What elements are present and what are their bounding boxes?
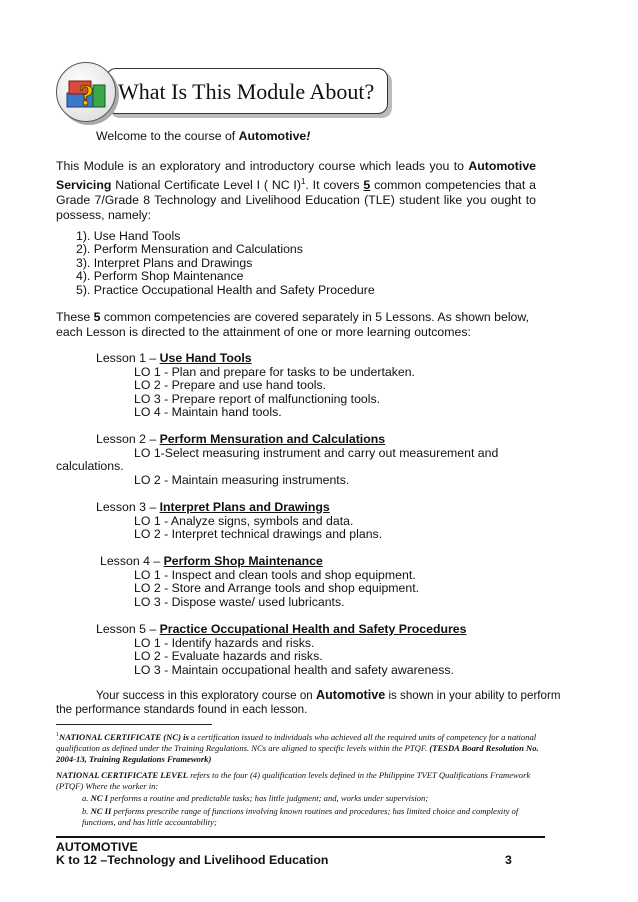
- section-banner: [54, 62, 388, 118]
- learning-outcome-continued: calculations.: [56, 459, 124, 473]
- footnote-source: (TESDA Board Resolution No. 2004-13, Training Regulations Framework): [56, 742, 539, 764]
- learning-outcome: LO 1 - Analyze signs, symbols and data.: [134, 514, 354, 528]
- footnote-divider: [56, 724, 212, 725]
- lesson-prefix: Lesson 4 –: [100, 554, 164, 568]
- lesson-heading: [96, 432, 385, 446]
- svg-text:?: ?: [79, 79, 94, 112]
- competency-item: 5). Practice Occupational Health and Safety Procedure: [76, 283, 375, 297]
- success-line: [96, 688, 561, 703]
- learning-outcome: LO 4 - Maintain hand tools.: [134, 405, 282, 419]
- welcome-excl: !: [306, 129, 311, 143]
- competency-item: 1). Use Hand Tools: [76, 229, 181, 243]
- footer-subject: AUTOMOTIVE: [56, 840, 138, 854]
- intro-text-2: National Certificate Level I ( NC I): [111, 178, 301, 193]
- intro-text-1: This Module is an exploratory and introductory course which leads you to: [56, 159, 469, 173]
- lesson-title: Interpret Plans and Drawings: [159, 500, 330, 514]
- footnote-term: NATIONAL CERTIFICATE LEVEL: [56, 770, 188, 780]
- footnote-item-a: a. NC I performs a routine and predictable tasks; has little judgment; and, works under supervision;: [82, 793, 429, 803]
- competency-item: 3). Interpret Plans and Drawings: [76, 256, 253, 270]
- lesson-heading: [96, 500, 330, 514]
- footnote-term: NC II: [90, 806, 112, 816]
- question-book-icon: [56, 62, 116, 122]
- competency-item: 4). Perform Shop Maintenance: [76, 269, 244, 283]
- footnote-text: performs a routine and predictable tasks; has little judgment; and, works under supervision;: [108, 793, 429, 803]
- success-course: Automotive: [315, 688, 386, 702]
- lesson-prefix: Lesson 5 –: [96, 622, 160, 636]
- learning-outcome: LO 2 - Interpret technical drawings and plans.: [134, 527, 383, 541]
- coverage-text-1: These: [56, 310, 94, 324]
- footnote-text: a certification issued to individuals who achieved all the required units of competency for a national qualification as defined under the Training Regulations. NCs are aligned to specific levels within the PTQF.: [56, 731, 537, 753]
- footnote-text: performs prescribe range of functions involving known routines and procedures; has limited choice and complexity of functions, and has little accountability;: [82, 806, 519, 827]
- welcome-course: Automotive: [238, 129, 307, 143]
- lesson-title: Practice Occupational Health and Safety Procedures: [159, 622, 467, 636]
- intro-course-name: Automotive Servicing: [56, 159, 536, 193]
- learning-outcome: LO 1 - Inspect and clean tools and shop equipment.: [134, 568, 416, 582]
- learning-outcome: LO 2 - Prepare and use hand tools.: [134, 378, 327, 392]
- intro-paragraph: [56, 159, 536, 223]
- lesson-heading: [96, 622, 466, 636]
- coverage-text-2: common competencies are covered separately in 5 Lessons. As shown below, each Lesson is directed to the attainment of one or more learning outcomes:: [56, 310, 530, 339]
- footer-program: K to 12 –Technology and Livelihood Education: [56, 853, 329, 867]
- learning-outcome: LO 2 - Evaluate hazards and risks.: [134, 649, 323, 663]
- coverage-count: 5: [93, 310, 101, 324]
- intro-text-3: . It covers: [305, 178, 364, 193]
- footnote-number: 1: [56, 732, 59, 738]
- lesson-heading: [100, 554, 323, 568]
- footnote-item-b: b. NC II performs prescribe range of functions involving known routines and procedures; has limited choice and complexity of functions, and has little accountability;: [82, 806, 519, 827]
- learning-outcome: LO 1 - Identify hazards and risks.: [134, 636, 315, 650]
- welcome-prefix: Welcome to the course of: [96, 129, 239, 143]
- footnote-ref: 1: [300, 177, 306, 186]
- page-number: 3: [505, 853, 512, 867]
- lesson-prefix: Lesson 1 –: [96, 351, 160, 365]
- learning-outcome: LO 3 - Dispose waste/ used lubricants.: [134, 595, 345, 609]
- learning-outcome: LO 1 - Plan and prepare for tasks to be undertaken.: [134, 365, 415, 379]
- competency-item: 2). Perform Mensuration and Calculations: [76, 242, 303, 256]
- footnote-text: refers to the four (4) qualification levels defined in the Philippine TVET Qualifications Framework (PTQF) Where the worker in:: [56, 770, 531, 791]
- learning-outcome: LO 3 - Prepare report of malfunctioning tools.: [134, 392, 381, 406]
- intro-text-4: common competencies that a Grade 7/Grade 8 Technology and Livelihood Education (TLE) student like you ought to possess, namely:: [56, 178, 536, 223]
- footnote-term: NC I: [90, 793, 109, 803]
- lesson-title: Use Hand Tools: [159, 351, 252, 365]
- coverage-paragraph: [56, 310, 546, 340]
- learning-outcome: LO 2 - Maintain measuring instruments.: [134, 473, 350, 487]
- success-text-1: Your success in this exploratory course on: [96, 689, 316, 702]
- footnote-1: [56, 730, 542, 765]
- lesson-prefix: Lesson 3 –: [96, 500, 160, 514]
- lesson-prefix: Lesson 2 –: [96, 432, 160, 446]
- footnote-2: [56, 770, 542, 792]
- success-text-2: is shown in your ability to perform: [385, 689, 561, 702]
- lesson-heading: [96, 351, 252, 365]
- welcome-line: [96, 129, 310, 143]
- success-line-2: the performance standards found in each lesson.: [56, 703, 308, 716]
- lesson-title: Perform Mensuration and Calculations: [159, 432, 386, 446]
- footer-rule: [56, 836, 545, 838]
- footnote-term: NATIONAL CERTIFICATE (NC) is: [59, 731, 189, 742]
- section-title: What Is This Module About?: [118, 79, 375, 104]
- learning-outcome: LO 2 - Store and Arrange tools and shop equipment.: [134, 581, 420, 595]
- lesson-title: Perform Shop Maintenance: [163, 554, 323, 568]
- learning-outcome: LO 1-Select measuring instrument and carry out measurement and: [134, 446, 499, 460]
- intro-count: 5: [363, 178, 371, 193]
- learning-outcome: LO 3 - Maintain occupational health and safety awareness.: [134, 663, 454, 677]
